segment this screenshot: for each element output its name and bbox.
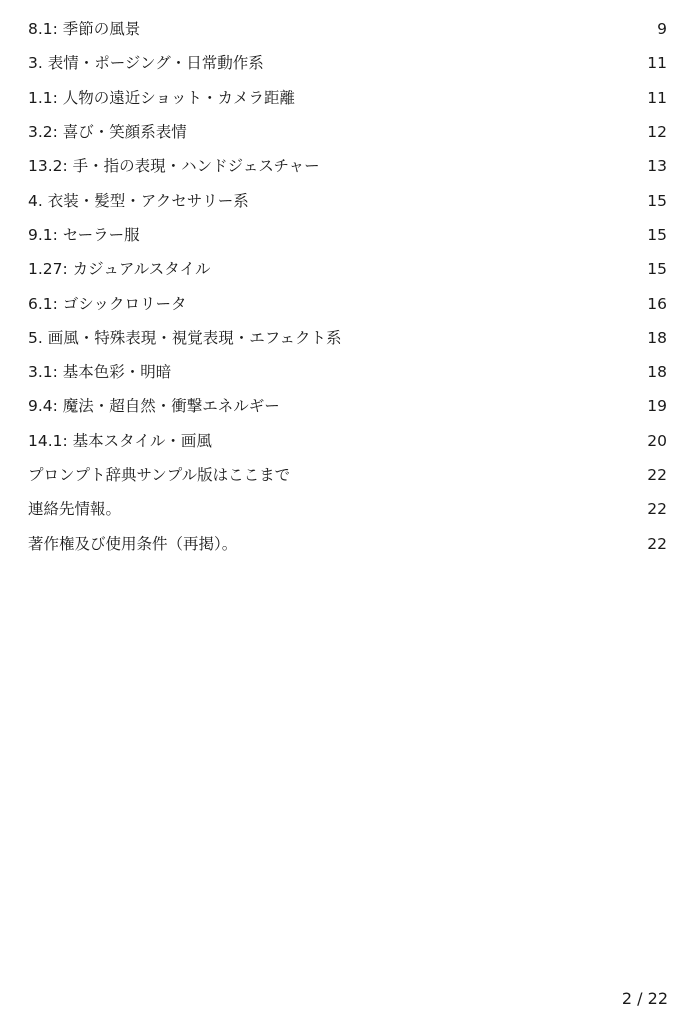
toc-entry-page[interactable]: 22 xyxy=(647,500,667,519)
toc-entry-page[interactable]: 15 xyxy=(647,225,667,244)
toc-row[interactable] xyxy=(28,355,668,389)
toc-entry-page[interactable]: 16 xyxy=(647,294,667,313)
toc-row[interactable] xyxy=(28,458,668,492)
toc-row[interactable] xyxy=(28,286,668,320)
toc-entry-title[interactable]: 8.1: 季節の風景 xyxy=(28,20,141,39)
toc-row[interactable] xyxy=(28,183,668,217)
toc-entry-page[interactable]: 13 xyxy=(647,157,667,176)
toc-entry-title[interactable]: 6.1: ゴシックロリータ xyxy=(28,294,187,313)
toc-row[interactable] xyxy=(28,492,668,526)
toc-row[interactable] xyxy=(28,46,668,80)
toc-entry-page[interactable]: 11 xyxy=(647,88,667,107)
toc-entry-title[interactable]: 連絡先情報。 xyxy=(28,500,122,519)
toc-entry-title[interactable]: 著作権及び使用条件（再掲）。 xyxy=(28,534,238,553)
toc-entry-title[interactable]: 1.1: 人物の遠近ショット・カメラ距離 xyxy=(28,88,295,107)
toc-row[interactable] xyxy=(28,252,668,286)
toc-entry-title[interactable]: 1.27: カジュアルスタイル xyxy=(28,260,211,279)
page-indicator: 2 / 22 xyxy=(621,989,668,1008)
toc-entry-title[interactable]: 4. 衣装・髪型・アクセサリー系 xyxy=(28,191,249,210)
toc-row[interactable] xyxy=(28,12,668,46)
table-of-contents xyxy=(28,12,668,561)
toc-row[interactable] xyxy=(28,149,668,183)
toc-entry-title[interactable]: 9.4: 魔法・超自然・衝撃エネルギー xyxy=(28,397,280,416)
toc-entry-title[interactable]: 14.1: 基本スタイル・画風 xyxy=(28,431,212,450)
toc-row[interactable] xyxy=(28,424,668,458)
toc-entry-page[interactable]: 20 xyxy=(647,431,667,450)
toc-entry-title[interactable]: 3.2: 喜び・笑顔系表情 xyxy=(28,123,187,142)
toc-entry-title[interactable]: 9.1: セーラー服 xyxy=(28,225,140,244)
toc-row[interactable] xyxy=(28,389,668,423)
toc-entry-page[interactable]: 22 xyxy=(647,466,667,484)
toc-row[interactable] xyxy=(28,115,668,149)
toc-entry-title[interactable]: 3.1: 基本色彩・明暗 xyxy=(28,363,172,382)
toc-row[interactable] xyxy=(28,218,668,252)
toc-entry-page[interactable]: 15 xyxy=(647,260,667,279)
toc-entry-title[interactable]: 3. 表情・ポージング・日常動作系 xyxy=(28,54,264,73)
toc-row[interactable] xyxy=(28,526,668,560)
toc-entry-title[interactable]: 13.2: 手・指の表現・ハンドジェスチャー xyxy=(28,157,320,176)
toc-entry-page[interactable]: 19 xyxy=(647,397,667,416)
toc-entry-page[interactable]: 18 xyxy=(647,363,667,382)
toc-entry-page[interactable]: 22 xyxy=(647,534,667,553)
toc-entry-page[interactable]: 18 xyxy=(647,328,667,347)
toc-row[interactable] xyxy=(28,321,668,355)
toc-entry-page[interactable]: 12 xyxy=(647,123,667,142)
toc-entry-page[interactable]: 11 xyxy=(647,54,667,73)
toc-entry-title[interactable]: 5. 画風・特殊表現・視覚表現・エフェクト系 xyxy=(28,328,342,347)
toc-row[interactable] xyxy=(28,81,668,115)
toc-entry-title[interactable]: プロンプト辞典サンプル版はここまで xyxy=(28,466,291,484)
toc-entry-page[interactable]: 9 xyxy=(657,20,667,39)
toc-entry-page[interactable]: 15 xyxy=(647,191,667,210)
